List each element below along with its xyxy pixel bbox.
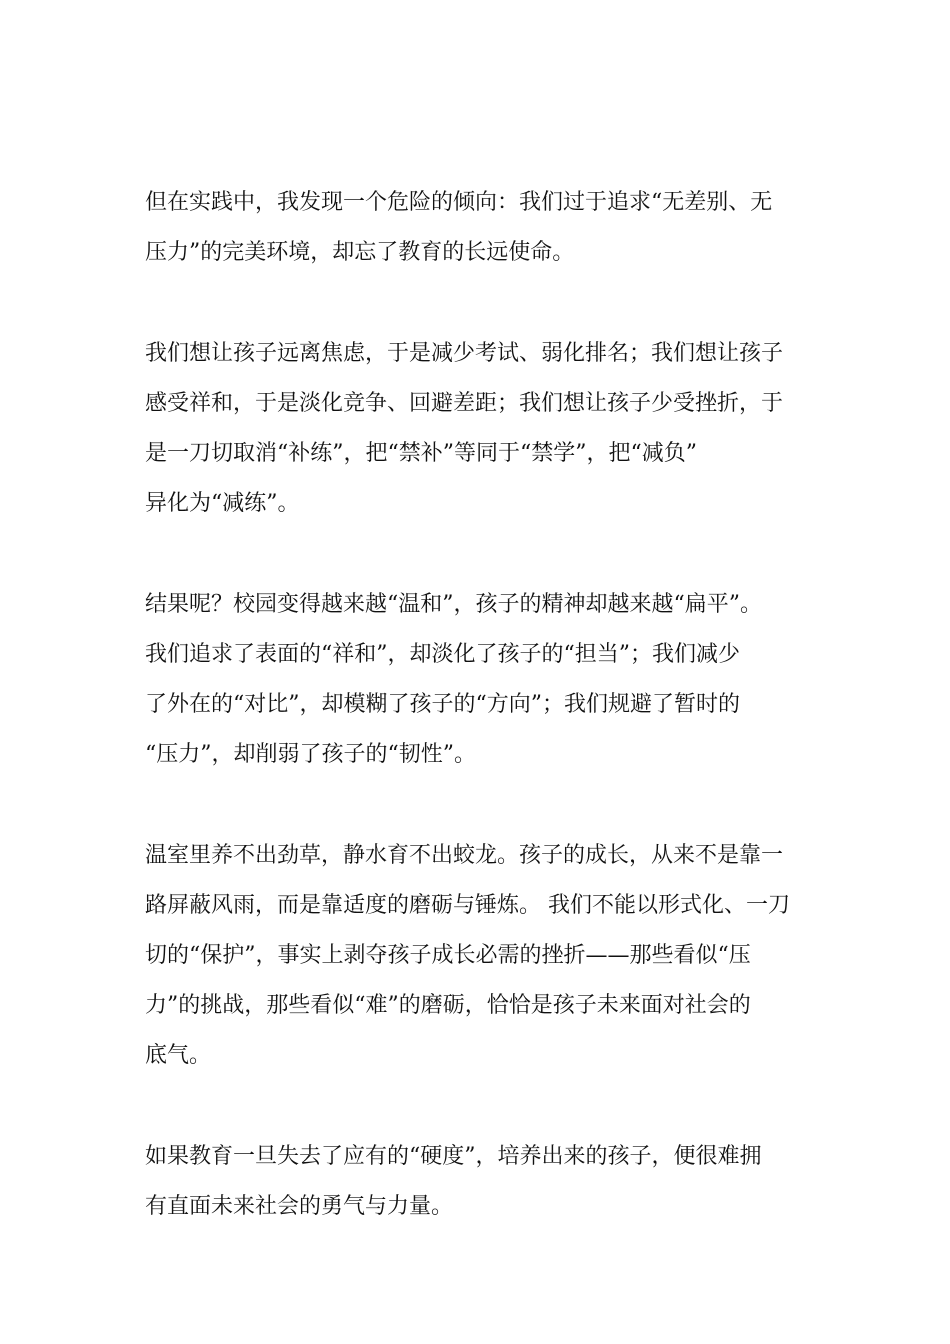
text-line: 切的“保护”，事实上剥夺孩子成长必需的挫折——那些看似“压 [145, 943, 751, 968]
text-line: 路屏蔽风雨，而是靠适度的磨砺与锤炼。 我们不能以形式化、一刀 [145, 893, 790, 918]
text-line: 压力”的完美环境，却忘了教育的长远使命。 [145, 240, 575, 265]
text-line: 底气。 [145, 1043, 212, 1068]
paragraph-1 [145, 178, 825, 278]
text-line: 温室里养不出劲草，静水育不出蛟龙。孩子的成长，从来不是靠一 [145, 843, 784, 868]
text-line: 感受祥和，于是淡化竞争、回避差距；我们想让孩子少受挫折，于 [145, 391, 784, 416]
text-line: 如果教育一旦失去了应有的“硬度”，培养出来的孩子，便很难拥 [145, 1144, 762, 1169]
document-body [145, 178, 825, 1283]
paragraph-3 [145, 580, 825, 780]
paragraph-2 [145, 329, 825, 529]
text-line: 力”的挑战，那些看似“难”的磨砺，恰恰是孩子未来面对社会的 [145, 993, 751, 1018]
paragraph-4 [145, 831, 825, 1081]
text-line: 我们追求了表面的“祥和”，却淡化了孩子的“担当”；我们减少 [145, 642, 740, 667]
text-line: 是一刀切取消“补练”，把“禁补”等同于“禁学”，把“减负” [145, 441, 697, 466]
text-line: 但在实践中，我发现一个危险的倾向：我们过于追求“无差别、无 [145, 190, 773, 215]
text-line: 异化为“减练”。 [145, 491, 300, 516]
text-line: 结果呢？校园变得越来越“温和”，孩子的精神却越来越“扁平”。 [145, 592, 762, 617]
text-line: 有直面未来社会的勇气与力量。 [145, 1194, 454, 1219]
text-line: 了外在的“对比”，却模糊了孩子的“方向”；我们规避了暂时的 [145, 692, 740, 717]
paragraph-5 [145, 1132, 825, 1232]
text-line: “压力”，却削弱了孩子的“韧性”。 [145, 742, 476, 767]
text-line: 我们想让孩子远离焦虑，于是减少考试、弱化排名；我们想让孩子 [145, 341, 784, 366]
